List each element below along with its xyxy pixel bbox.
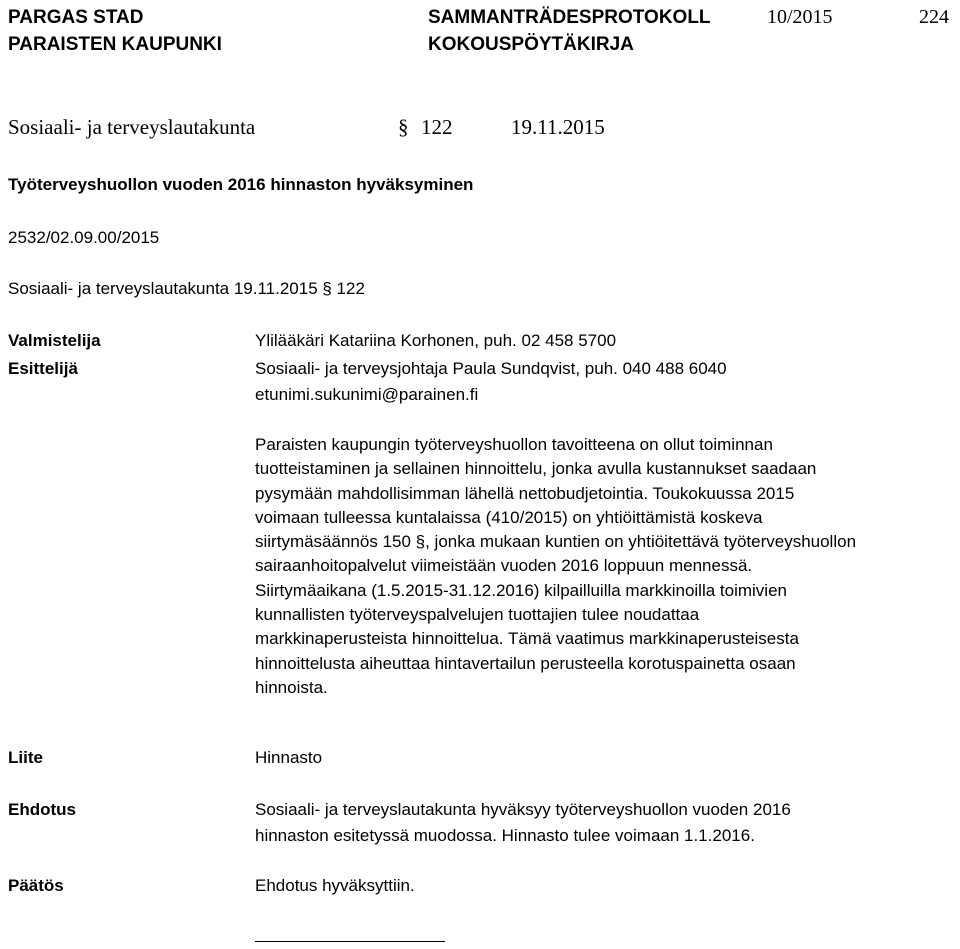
body-line: pysymään mahdollisimman lähellä nettobudjetointia. Toukokuussa 2015 — [255, 483, 795, 503]
document-type-finnish: KOKOUSPÖYTÄKIRJA — [428, 34, 634, 55]
organization-name-swedish: PARGAS STAD — [8, 7, 144, 28]
paatos-label: Päätös — [8, 876, 64, 895]
ehdotus-label: Ehdotus — [8, 800, 76, 819]
ehdotus-line-2: hinnaston esitetyssä muodossa. Hinnasto tulee voimaan 1.1.2016. — [255, 826, 755, 845]
meeting-section: 122 — [421, 115, 453, 139]
protocol-number: 10/2015 — [767, 6, 833, 28]
body-line: siirtymäsäännös 150 §, jonka mukaan kuntien on yhtiöitettävä työterveyshuollon — [255, 532, 857, 552]
body-line: kunnallisten työterveyspalvelujen tuottajien tulee noudattaa — [255, 605, 700, 625]
item-title: Työterveyshuollon vuoden 2016 hinnaston hyväksyminen — [8, 175, 474, 194]
body-line: tuotteistaminen ja sellainen hinnoittelu, jonka avulla kustannukset saadaan — [255, 459, 817, 479]
liite-label: Liite — [8, 748, 43, 767]
signature-line — [255, 941, 445, 942]
body-line: Siirtymäaikana (1.5.2015-31.12.2016) kilpailluilla markkinoilla toimivien — [255, 580, 787, 600]
esittelija-value: Sosiaali- ja terveysjohtaja Paula Sundqvist, puh. 040 488 6040 — [255, 359, 727, 378]
meeting-reference: Sosiaali- ja terveyslautakunta 19.11.2015 § 122 — [8, 279, 365, 298]
body-line: Paraisten kaupungin työterveyshuollon tavoitteena on ollut toiminnan — [255, 435, 773, 454]
esittelija-label: Esittelijä — [8, 359, 78, 378]
body-line: voimaan tulleessa kuntalaissa (410/2015) on yhtiöittämistä koskeva — [255, 507, 763, 527]
liite-value: Hinnasto — [255, 748, 323, 767]
body-line: hinnoittelusta aiheuttaa hintavertailun perusteella korotuspainetta osaan — [255, 653, 796, 673]
email-address: etunimi.sukunimi@parainen.fi — [255, 385, 479, 404]
meeting-date: 19.11.2015 — [511, 115, 605, 139]
organization-name-finnish: PARAISTEN KAUPUNKI — [8, 34, 222, 55]
body-line: sairaanhoitopalvelut viimeistään vuoden 2016 loppuun mennessä. — [255, 556, 753, 576]
document-type — [428, 4, 711, 58]
section-mark: § — [398, 115, 409, 139]
meeting-body: Sosiaali- ja terveyslautakunta — [8, 115, 256, 139]
valmistelija-value: Ylilääkäri Katariina Korhonen, puh. 02 458 5700 — [255, 331, 617, 350]
page-number: 224 — [919, 6, 949, 28]
valmistelija-label: Valmistelija — [8, 331, 101, 350]
body-line: hinnoista. — [255, 677, 328, 697]
body-paragraph — [255, 433, 960, 700]
organization-name — [8, 4, 222, 58]
case-number: 2532/02.09.00/2015 — [8, 228, 160, 247]
document-type-swedish: SAMMANTRÄDESPROTOKOLL — [428, 7, 711, 28]
ehdotus-line-1: Sosiaali- ja terveyslautakunta hyväksyy työterveyshuollon vuoden 2016 — [255, 800, 791, 819]
body-line: markkinaperusteista hinnoittelua. Tämä vaatimus markkinaperusteisesta — [255, 629, 799, 649]
paatos-value: Ehdotus hyväksyttiin. — [255, 876, 415, 895]
